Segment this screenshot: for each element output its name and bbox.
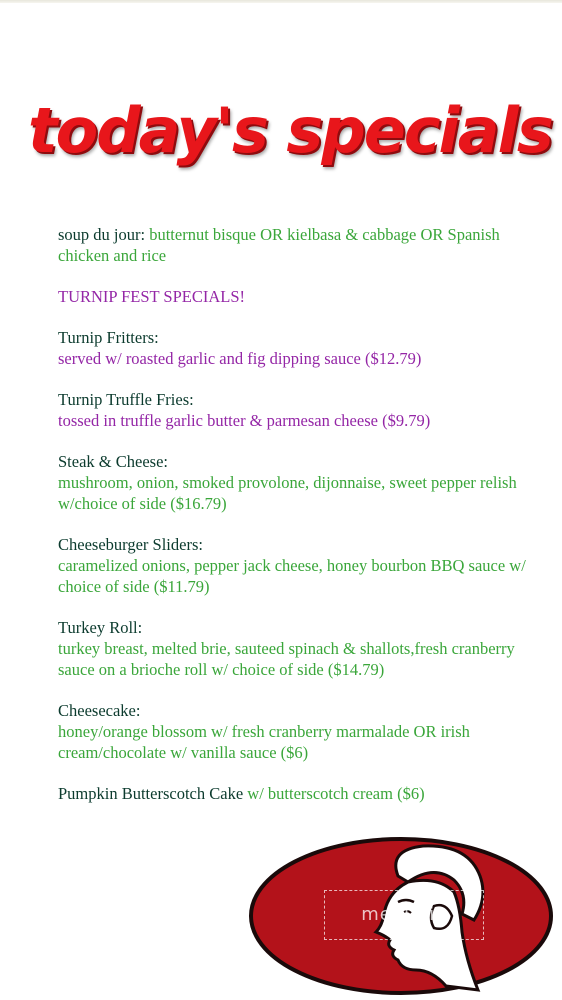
- turnip-fest-heading: TURNIP FEST SPECIALS!: [58, 287, 246, 306]
- item-desc: w/ butterscotch cream ($6): [243, 784, 425, 803]
- menu-item-cheesecake: [58, 700, 538, 763]
- soup-name: soup du jour:: [58, 225, 146, 244]
- menu-item-turnip-truffle-fries: [58, 389, 538, 431]
- menu-item-pumpkin-butterscotch-cake: [58, 783, 538, 804]
- menu-item-steak-and-cheese: [58, 451, 538, 514]
- menu-item-turkey-roll: [58, 617, 538, 680]
- item-desc: turkey breast, melted brie, sauteed spinach & shallots,fresh cranberry sauce on a brioche roll w/ choice of side ($14.79): [58, 639, 515, 679]
- specials-menu: [58, 224, 538, 824]
- item-desc: tossed in truffle garlic butter & parmesan cheese ($9.79): [58, 411, 431, 430]
- item-desc: mushroom, onion, smoked provolone, dijonnaise, sweet pepper relish w/choice of side ($16.79): [58, 473, 517, 513]
- item-name: Turnip Truffle Fries:: [58, 390, 194, 409]
- top-border: [0, 0, 562, 3]
- soup-item: [58, 224, 538, 266]
- item-name: Turnip Fritters:: [58, 328, 159, 347]
- watermark: menupix: [324, 890, 484, 940]
- item-name: Cheeseburger Sliders:: [58, 535, 203, 554]
- item-desc: served w/ roasted garlic and fig dipping sauce ($12.79): [58, 349, 422, 368]
- item-desc: honey/orange blossom w/ fresh cranberry marmalade OR irish cream/chocolate w/ vanilla sauce ($6): [58, 722, 470, 762]
- page-title: today's specials: [28, 94, 552, 167]
- item-name: Steak & Cheese:: [58, 452, 168, 471]
- item-name: Cheesecake:: [58, 701, 141, 720]
- menu-item-turnip-fritters: [58, 327, 538, 369]
- menu-item-cheeseburger-sliders: [58, 534, 538, 597]
- item-name: Turkey Roll:: [58, 618, 143, 637]
- item-desc: caramelized onions, pepper jack cheese, honey bourbon BBQ sauce w/ choice of side ($11.79): [58, 556, 526, 596]
- item-name: Pumpkin Butterscotch Cake: [58, 784, 244, 803]
- soup-desc: butternut bisque OR kielbasa & cabbage OR Spanish chicken and rice: [58, 225, 500, 265]
